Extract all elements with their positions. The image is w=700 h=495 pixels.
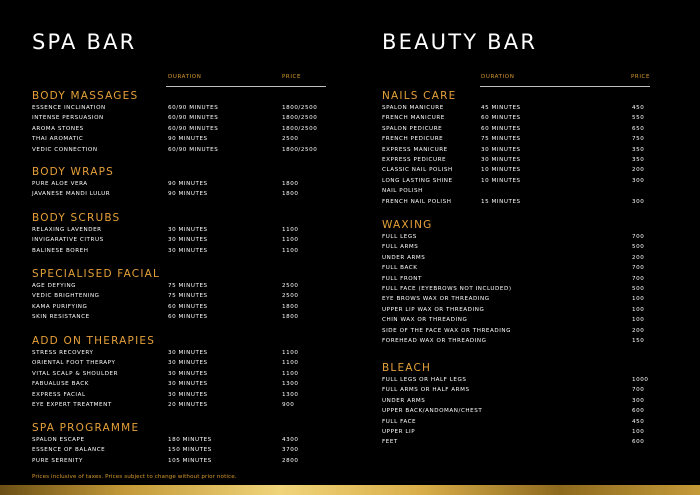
menu-item-row	[382, 145, 682, 155]
menu-item-row	[32, 113, 332, 123]
menu-item-row	[32, 124, 332, 134]
item-price: 1800/2500	[282, 115, 318, 122]
item-price: 1100	[282, 247, 299, 254]
item-name: FOREHEAD WAX OR THREADING	[382, 338, 487, 344]
item-price: 600	[632, 408, 645, 415]
item-price: 700	[632, 275, 645, 282]
item-name: VEDIC BRIGHTENING	[32, 293, 100, 300]
item-name: VITAL SCALP & SHOULDER	[32, 370, 119, 377]
item-duration: 10 MINUTES	[481, 167, 521, 174]
item-duration: 30 MINUTES	[168, 227, 208, 233]
menu-item-row	[382, 165, 682, 175]
item-price: 1100	[282, 350, 299, 356]
item-price: 1100	[282, 370, 299, 377]
item-name: FULL BACK	[382, 265, 418, 272]
item-duration: 60 MINUTES	[168, 314, 208, 321]
menu-item-row	[32, 189, 332, 199]
item-name: FRENCH PEDICURE	[382, 136, 444, 143]
menu-item-row	[382, 232, 682, 242]
menu-item-row	[382, 263, 682, 273]
item-name: SIDE OF THE FACE WAX OR THREADING	[382, 327, 512, 334]
menu-item-row	[32, 312, 332, 322]
section-title: NAILS CARE	[382, 90, 457, 102]
item-name: FULL ARMS	[382, 244, 419, 251]
item-name: INVIGARATIVE CITRUS	[32, 237, 104, 244]
item-name: VEDIC CONNECTION	[32, 146, 98, 153]
item-name: FULL FACE (EYEBROWS NOT INCLUDED)	[382, 286, 512, 292]
item-price: 450	[632, 418, 645, 425]
menu-item-row	[382, 124, 682, 134]
item-name: UPPER BACK/ANDOMAN/CHEST	[382, 408, 483, 415]
menu-item-row	[32, 179, 332, 189]
item-name: FRENCH MANICURE	[382, 115, 445, 122]
item-price: 500	[632, 244, 645, 251]
menu-item-row	[32, 281, 332, 291]
item-name: UPPER LIP	[382, 429, 416, 435]
item-price: 650	[632, 125, 645, 132]
item-duration: 75 MINUTES	[481, 136, 521, 143]
menu-item-row	[32, 358, 332, 368]
item-price: 200	[632, 167, 645, 174]
item-name: AGE DEFYING	[32, 283, 77, 289]
menu-item-row	[382, 242, 682, 252]
item-name: ORIENTAL FOOT THERAPY	[32, 360, 116, 367]
menu-item-row	[382, 186, 682, 196]
item-duration: 15 MINUTES	[481, 198, 521, 205]
menu-item-row	[32, 225, 332, 235]
item-price: 100	[632, 317, 645, 324]
item-name: CHIN WAX OR THREADING	[382, 317, 468, 324]
item-duration: 60/90 MINUTES	[168, 115, 219, 122]
menu-item-row	[382, 336, 682, 346]
menu-item-row	[382, 103, 682, 113]
menu-item-row	[32, 369, 332, 379]
item-price: 750	[632, 136, 645, 143]
item-duration: 30 MINUTES	[481, 157, 521, 163]
item-name: FABUALUSE BACK	[32, 381, 89, 388]
item-name: SPALON MANICURE	[382, 105, 444, 111]
item-duration: 30 MINUTES	[168, 391, 208, 398]
item-price: 700	[632, 387, 645, 394]
item-name: EXPRESS FACIAL	[32, 391, 86, 398]
menu-item-row	[32, 379, 332, 389]
item-price: 100	[632, 429, 645, 435]
item-price: 350	[632, 157, 645, 163]
item-price: 300	[632, 198, 645, 205]
item-name: RELAXING LAVENDER	[32, 227, 102, 233]
menu-item-row	[32, 302, 332, 312]
item-name: STRESS RECOVERY	[32, 350, 94, 356]
menu-item-row	[32, 390, 332, 400]
menu-item-row	[32, 145, 332, 155]
spa-header-rule	[166, 86, 326, 87]
item-name: EYE BROWS WAX OR THREADING	[382, 296, 490, 303]
item-duration: 60/90 MINUTES	[168, 105, 219, 111]
item-duration: 10 MINUTES	[481, 177, 521, 184]
item-price: 350	[632, 146, 645, 153]
item-name: FULL FRONT	[382, 275, 422, 282]
item-price: 100	[632, 296, 645, 303]
menu-item-row	[32, 456, 332, 466]
item-name: PURE SERENITY	[32, 457, 83, 464]
menu-item-row	[382, 427, 682, 437]
menu-item-row	[32, 103, 332, 113]
item-name: UNDER ARMS	[382, 397, 426, 404]
item-name: EYE EXPERT TREATMENT	[32, 402, 112, 408]
item-price: 900	[282, 402, 295, 408]
menu-item-row	[32, 134, 332, 144]
item-price: 150	[632, 338, 645, 344]
menu-item-row	[32, 348, 332, 358]
item-name: FRENCH NAIL POLISH	[382, 198, 452, 205]
item-price: 1800	[282, 303, 299, 310]
item-duration: 90 MINUTES	[168, 181, 208, 187]
item-price: 2500	[282, 136, 299, 143]
item-price: 600	[632, 439, 645, 446]
item-price: 1800/2500	[282, 105, 318, 111]
item-price: 500	[632, 286, 645, 292]
beauty-bar-title: BEAUTY BAR	[382, 30, 538, 54]
item-name: AROMA STONES	[32, 125, 84, 132]
spa-duration-header: DURATION	[168, 74, 202, 80]
spa-price-header: PRICE	[282, 74, 302, 80]
menu-item-row	[382, 113, 682, 123]
item-duration: 20 MINUTES	[168, 402, 208, 408]
item-price: 1800	[282, 181, 299, 187]
item-price: 1800	[282, 314, 299, 321]
menu-item-row	[32, 235, 332, 245]
item-name: FEET	[382, 439, 398, 446]
menu-item-row	[382, 375, 682, 385]
item-duration: 30 MINUTES	[168, 360, 208, 367]
item-duration: 60 MINUTES	[168, 303, 208, 310]
menu-item-row	[382, 315, 682, 325]
item-duration: 30 MINUTES	[168, 237, 208, 244]
item-name: BALINESE BOREH	[32, 247, 89, 254]
menu-item-row	[382, 437, 682, 447]
item-duration: 180 MINUTES	[168, 437, 212, 443]
beauty-header-rule	[480, 86, 650, 87]
item-name: EXPRESS MANICURE	[382, 146, 448, 153]
section-title: BLEACH	[382, 362, 432, 374]
item-price: 100	[632, 306, 645, 313]
menu-item-row	[382, 155, 682, 165]
item-price: 1800/2500	[282, 146, 318, 153]
item-duration: 60/90 MINUTES	[168, 146, 219, 153]
item-duration: 90 MINUTES	[168, 136, 208, 143]
item-name: FULL LEGS	[382, 234, 417, 240]
item-duration: 150 MINUTES	[168, 447, 212, 454]
item-price: 2800	[282, 457, 299, 464]
section-title: ADD ON THERAPIES	[32, 335, 156, 347]
item-price: 1300	[282, 391, 299, 398]
item-price: 2500	[282, 293, 299, 300]
item-duration: 60 MINUTES	[481, 125, 521, 132]
menu-item-row	[32, 445, 332, 455]
item-name: NAIL POLISH	[382, 188, 423, 195]
gold-footer-bar	[0, 485, 700, 495]
item-price: 1100	[282, 360, 299, 367]
item-name: EXPRESS PEDICURE	[382, 157, 447, 163]
item-price: 200	[632, 254, 645, 261]
item-duration: 30 MINUTES	[481, 146, 521, 153]
item-price: 3700	[282, 447, 299, 454]
item-duration: 45 MINUTES	[481, 105, 521, 111]
item-price: 1100	[282, 227, 299, 233]
item-duration: 30 MINUTES	[168, 350, 208, 356]
item-name: KAMA PURIFYING	[32, 303, 88, 310]
section-title: SPA PROGRAMME	[32, 422, 140, 434]
item-price: 450	[632, 105, 645, 111]
menu-item-row	[382, 253, 682, 263]
item-duration: 30 MINUTES	[168, 370, 208, 377]
spa-bar-title: SPA BAR	[32, 30, 137, 54]
item-name: PURE ALOE VERA	[32, 181, 88, 187]
item-name: UNDER ARMS	[382, 254, 426, 261]
menu-item-row	[32, 435, 332, 445]
item-duration: 60/90 MINUTES	[168, 125, 219, 132]
beauty-duration-header: DURATION	[481, 74, 515, 80]
item-price: 700	[632, 234, 645, 240]
item-duration: 30 MINUTES	[168, 247, 208, 254]
menu-item-row	[382, 326, 682, 336]
item-price: 300	[632, 177, 645, 184]
item-price: 200	[632, 327, 645, 334]
item-duration: 30 MINUTES	[168, 381, 208, 388]
menu-item-row	[382, 176, 682, 186]
menu-item-row	[32, 246, 332, 256]
menu-item-row	[382, 274, 682, 284]
menu-item-row	[382, 294, 682, 304]
item-price: 1000	[632, 377, 649, 383]
item-name: FULL LEGS OR HALF LEGS	[382, 377, 467, 383]
item-name: SPALON ESCAPE	[32, 437, 85, 443]
item-price: 700	[632, 265, 645, 272]
item-name: ESSENCE OF BALANCE	[32, 447, 106, 454]
item-name: JAVANESE MANDI LULUR	[32, 191, 111, 198]
menu-item-row	[32, 291, 332, 301]
section-title: BODY WRAPS	[32, 166, 114, 178]
section-title: SPECIALISED FACIAL	[32, 268, 161, 280]
item-name: ESSENCE INCLINATION	[32, 105, 106, 111]
item-duration: 90 MINUTES	[168, 191, 208, 198]
item-price: 300	[632, 397, 645, 404]
item-price: 4300	[282, 437, 299, 443]
item-duration: 60 MINUTES	[481, 115, 521, 122]
menu-item-row	[382, 284, 682, 294]
item-name: UPPER LIP WAX OR THREADING	[382, 306, 485, 313]
menu-item-row	[382, 197, 682, 207]
section-title: BODY SCRUBS	[32, 212, 121, 224]
item-price: 1800	[282, 191, 299, 198]
menu-item-row	[382, 385, 682, 395]
item-price: 2500	[282, 283, 299, 289]
item-price: 1800/2500	[282, 125, 318, 132]
item-name: SPALON PEDICURE	[382, 125, 443, 132]
menu-item-row	[382, 305, 682, 315]
item-name: FULL FACE	[382, 418, 417, 425]
section-title: WAXING	[382, 219, 433, 231]
item-duration: 105 MINUTES	[168, 457, 212, 464]
item-name: CLASSIC NAIL POLISH	[382, 167, 453, 174]
menu-item-row	[382, 396, 682, 406]
item-name: THAI AROMATIC	[32, 136, 84, 143]
item-name: SKIN RESISTANCE	[32, 314, 90, 321]
item-name: INTENSE PERSUASION	[32, 115, 104, 122]
item-duration: 75 MINUTES	[168, 293, 208, 300]
menu-item-row	[32, 400, 332, 410]
item-duration: 75 MINUTES	[168, 283, 208, 289]
item-price: 550	[632, 115, 645, 122]
item-price: 1100	[282, 237, 299, 244]
beauty-price-header: PRICE	[631, 74, 651, 80]
section-title: BODY MASSAGES	[32, 90, 139, 102]
menu-item-row	[382, 134, 682, 144]
menu-item-row	[382, 417, 682, 427]
item-name: LONG LASTING SHINE	[382, 177, 453, 184]
item-name: FULL ARMS OR HALF ARMS	[382, 387, 470, 394]
menu-item-row	[382, 406, 682, 416]
item-price: 1300	[282, 381, 299, 388]
footer-note: Prices inclusive of taxes. Prices subject to change without prior notice.	[32, 474, 237, 480]
